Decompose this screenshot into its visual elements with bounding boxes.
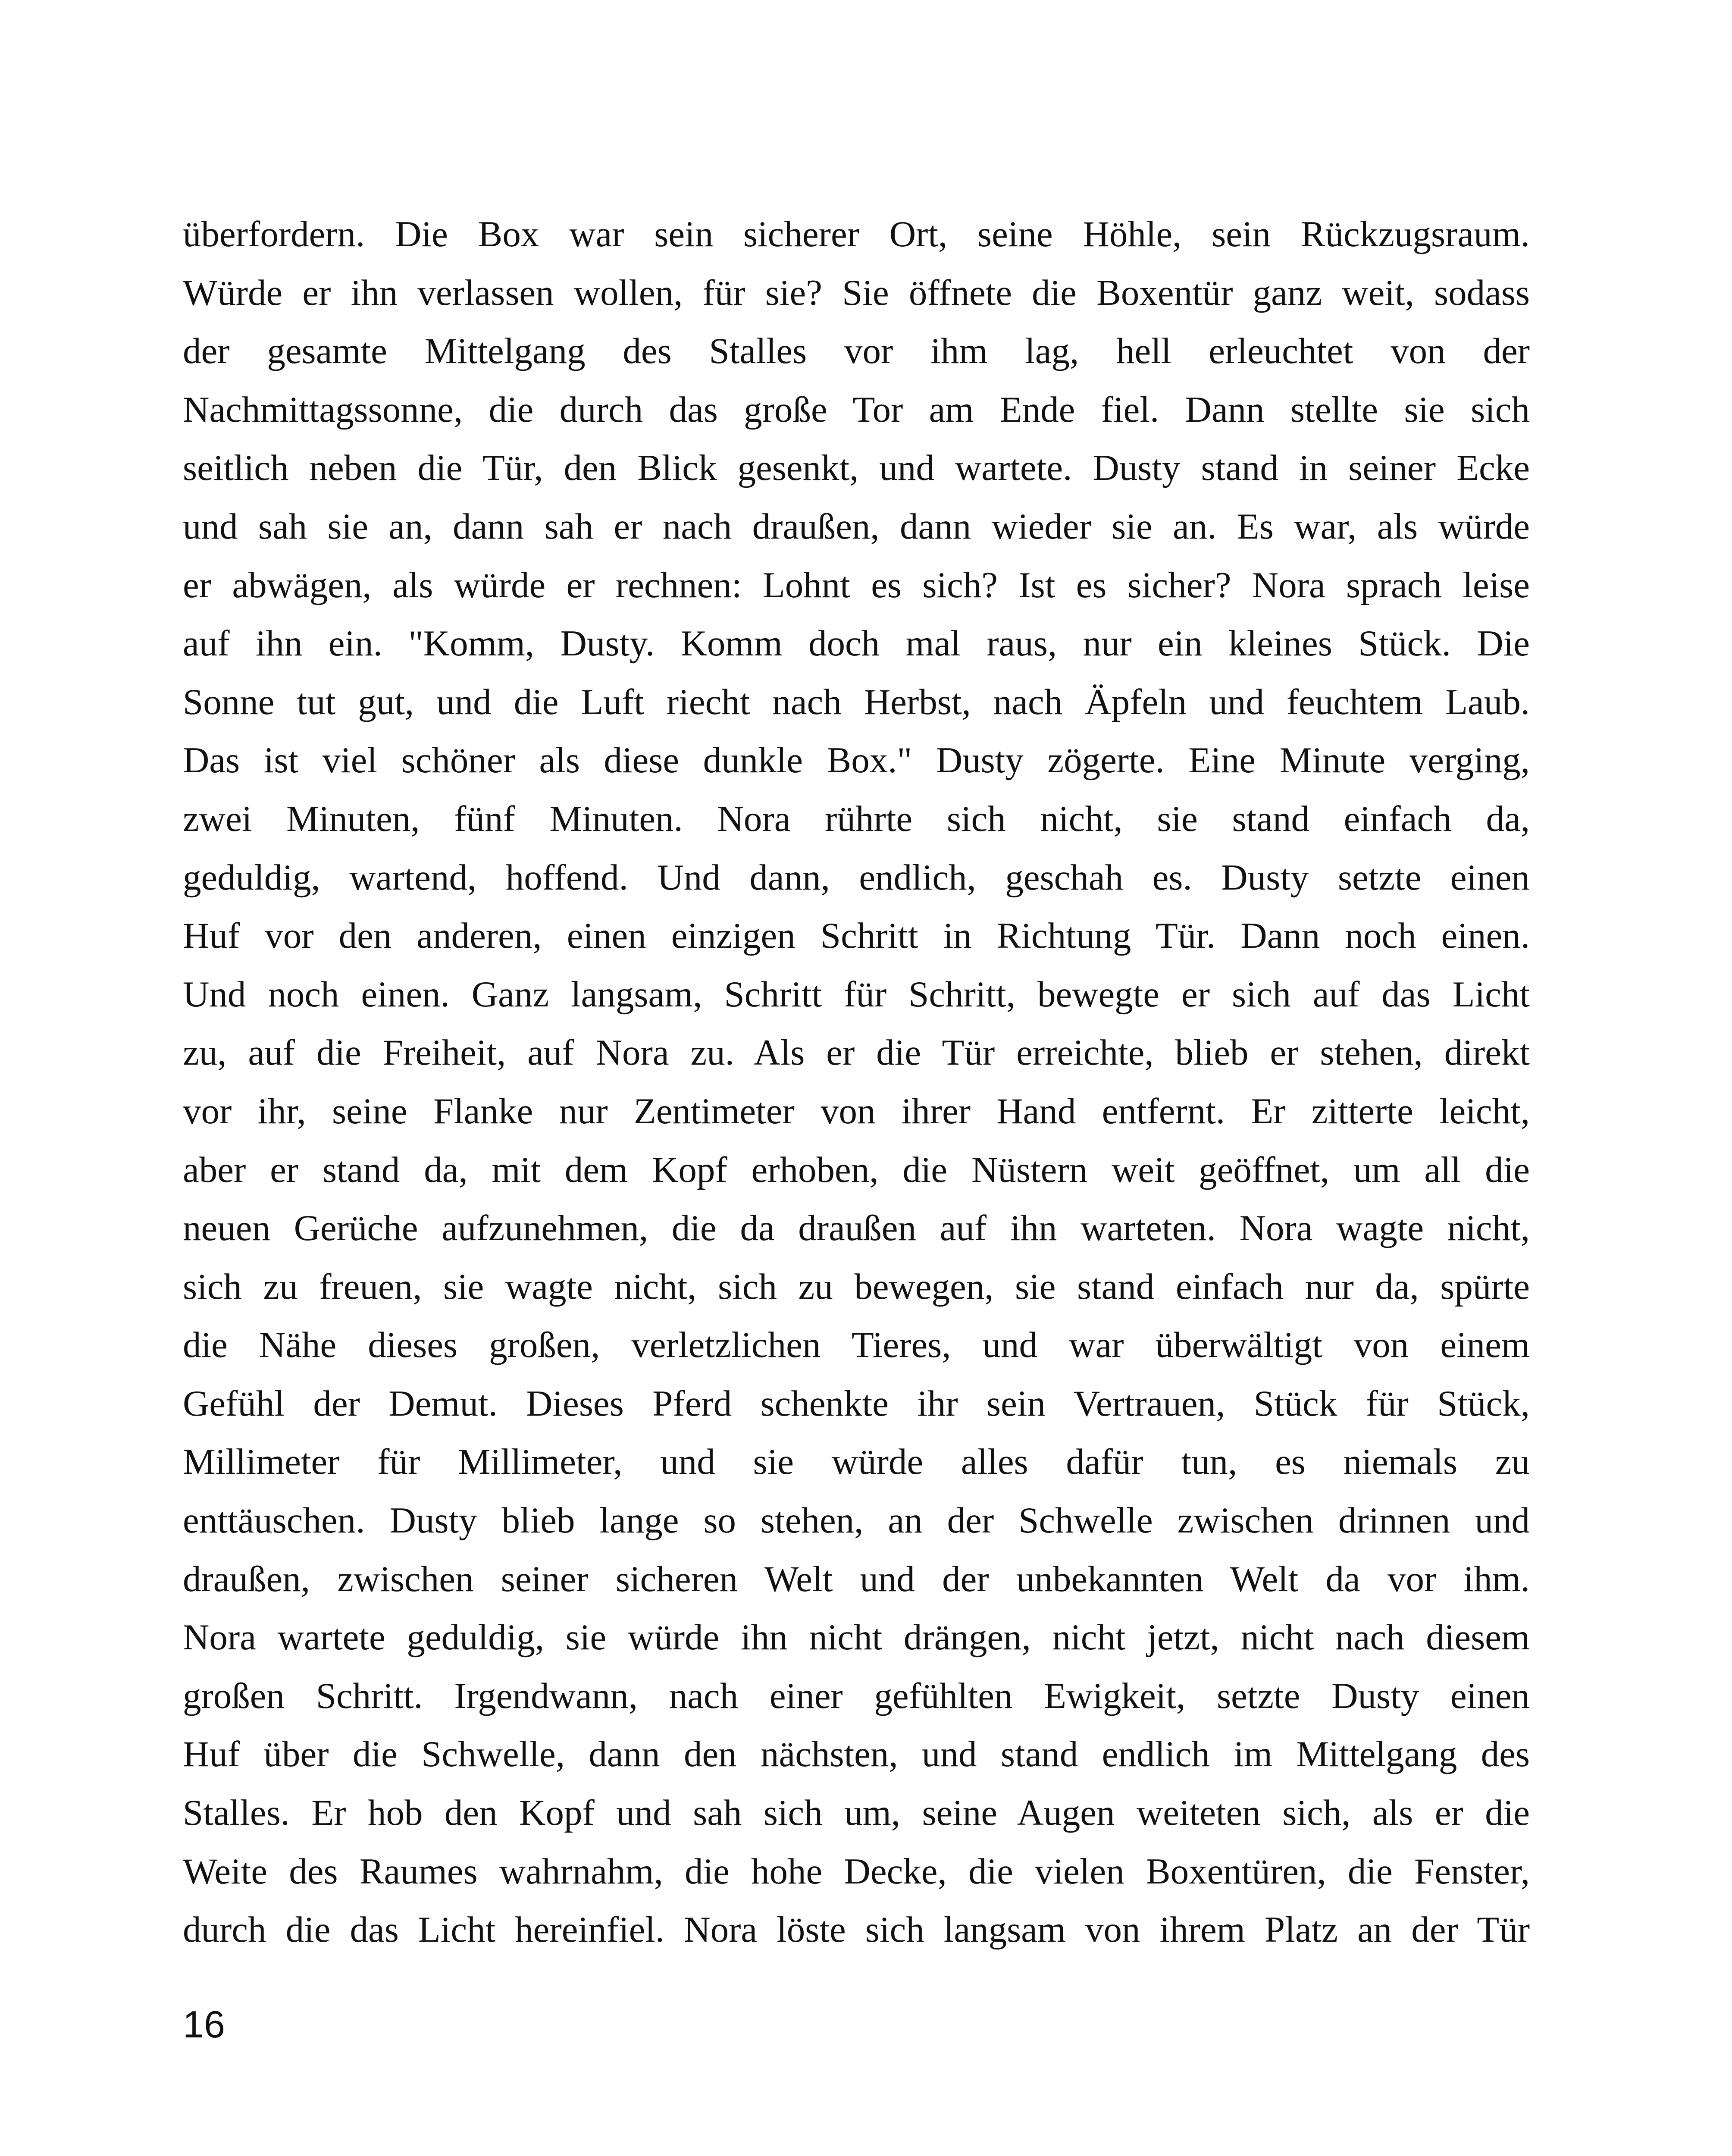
text-line: enttäuschen. Dusty blieb lange so stehen, an der Schwelle zwischen drinnen und bbox=[183, 1500, 1530, 1541]
text-line: auf ihn ein. "Komm, Dusty. Komm doch mal raus, nur ein kleines Stück. Die bbox=[183, 623, 1530, 664]
text-line: geduldig, wartend, hoffend. Und dann, endlich, geschah es. Dusty setzte einen bbox=[183, 857, 1530, 898]
text-line: und sah sie an, dann sah er nach draußen, dann wieder sie an. Es war, als würde bbox=[183, 506, 1530, 547]
text-line: durch die das Licht hereinfiel. Nora löste sich langsam von ihrem Platz an der Tür bbox=[183, 1909, 1530, 1950]
text-line: draußen, zwischen seiner sicheren Welt und der unbekannten Welt da vor ihm. bbox=[183, 1558, 1530, 1599]
text-line: vor ihr, seine Flanke nur Zentimeter von ihrer Hand entfernt. Er zitterte leicht, bbox=[183, 1091, 1530, 1131]
text-line: Gefühl der Demut. Dieses Pferd schenkte ihr sein Vertrauen, Stück für Stück, bbox=[183, 1383, 1530, 1424]
text-line: Würde er ihn verlassen wollen, für sie? Sie öffnete die Boxentür ganz weit, sodass bbox=[183, 272, 1530, 313]
text-line: Nora wartete geduldig, sie würde ihn nicht drängen, nicht jetzt, nicht nach diesem bbox=[183, 1617, 1530, 1658]
text-line: Weite des Raumes wahrnahm, die hohe Decke, die vielen Boxentüren, die Fenster, bbox=[183, 1851, 1530, 1892]
text-line: er abwägen, als würde er rechnen: Lohnt es sich? Ist es sicher? Nora sprach leise bbox=[183, 564, 1530, 605]
page-number: 16 bbox=[183, 2003, 225, 2046]
text-line: Nachmittagssonne, die durch das große Tor am Ende fiel. Dann stellte sie sich bbox=[183, 389, 1530, 430]
text-line: aber er stand da, mit dem Kopf erhoben, die Nüstern weit geöffnet, um all die bbox=[183, 1149, 1530, 1190]
text-line: Huf vor den anderen, einen einzigen Schritt in Richtung Tür. Dann noch einen. bbox=[183, 915, 1530, 956]
text-line: seitlich neben die Tür, den Blick gesenkt, und wartete. Dusty stand in seiner Ecke bbox=[183, 448, 1530, 489]
text-line: neuen Gerüche aufzunehmen, die da draußen auf ihn warteten. Nora wagte nicht, bbox=[183, 1208, 1530, 1249]
text-line: Und noch einen. Ganz langsam, Schritt für Schritt, bewegte er sich auf das Licht bbox=[183, 974, 1530, 1015]
text-line: die Nähe dieses großen, verletzlichen Tieres, und war überwältigt von einem bbox=[183, 1325, 1530, 1366]
text-line: Sonne tut gut, und die Luft riecht nach Herbst, nach Äpfeln und feuchtem Laub. bbox=[183, 681, 1530, 722]
text-line: Das ist viel schöner als diese dunkle Box." Dusty zögerte. Eine Minute verging, bbox=[183, 740, 1530, 781]
text-line: zu, auf die Freiheit, auf Nora zu. Als er die Tür erreichte, blieb er stehen, direkt bbox=[183, 1032, 1530, 1073]
text-line: sich zu freuen, sie wagte nicht, sich zu bewegen, sie stand einfach nur da, spürte bbox=[183, 1266, 1530, 1307]
text-line: großen Schritt. Irgendwann, nach einer gefühlten Ewigkeit, setzte Dusty einen bbox=[183, 1675, 1530, 1716]
text-line: zwei Minuten, fünf Minuten. Nora rührte sich nicht, sie stand einfach da, bbox=[183, 798, 1530, 839]
text-line: Stalles. Er hob den Kopf und sah sich um, seine Augen weiteten sich, als er die bbox=[183, 1792, 1530, 1833]
text-line: überfordern. Die Box war sein sicherer Ort, seine Höhle, sein Rückzugsraum. bbox=[183, 214, 1530, 254]
text-line: Huf über die Schwelle, dann den nächsten, und stand endlich im Mittelgang des bbox=[183, 1734, 1530, 1775]
text-line: Millimeter für Millimeter, und sie würde alles dafür tun, es niemals zu bbox=[183, 1442, 1530, 1482]
body-text bbox=[183, 205, 1530, 1959]
text-line: der gesamte Mittelgang des Stalles vor ihm lag, hell erleuchtet von der bbox=[183, 331, 1530, 372]
